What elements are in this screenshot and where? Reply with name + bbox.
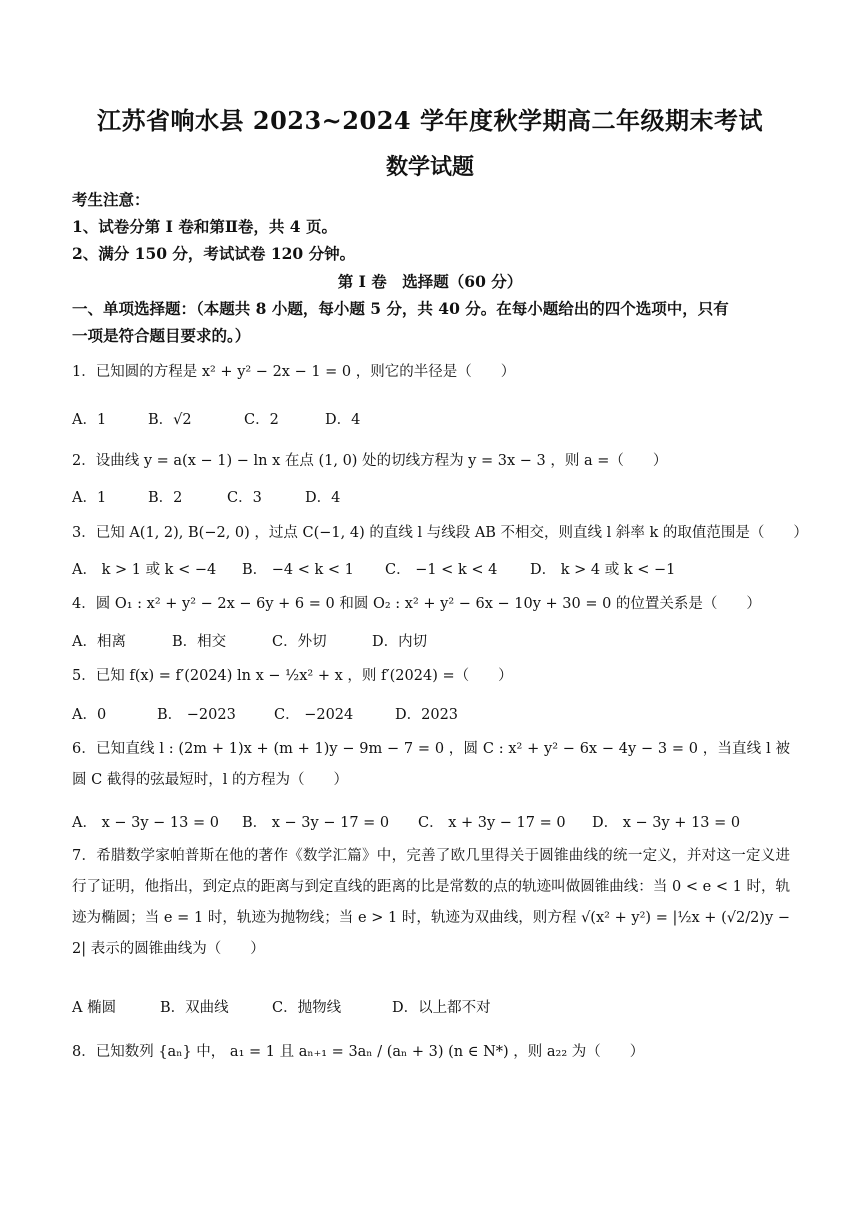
option-b: B．√2 [148, 412, 192, 428]
notice-item: 2、满分 150 分，考试试卷 120 分钟。 [72, 244, 356, 263]
option-b: B．双曲线 [160, 1000, 229, 1016]
option-c: C．3 [227, 490, 262, 506]
option-d: D． k > 4 或 k < −1 [530, 562, 676, 578]
option-a: A．0 [72, 707, 107, 723]
option-d: D．4 [305, 490, 341, 506]
option-c: C．2 [244, 412, 279, 428]
question-7-stem: 7．希腊数学家帕普斯在他的著作《数学汇篇》中，完善了欧几里得关于圆锥曲线的统一定义，并对这一定义进行了证明，他指出，到定点的距离与到定直线的距离的比是常数的点的轨迹叫做圆锥曲线：当 0 < e < 1 时，轨迹为椭圆；当 e = 1 时，轨迹为抛物线；当 e > 1 时，轨迹为双曲线，则方程 √(x² + y²) = |½x + (√2/2)y − 2| 表示的圆锥曲线为（ ） [72, 848, 790, 957]
option-d: D．以上都不对 [392, 1000, 491, 1016]
notice-item: 1、试卷分第 I 卷和第Ⅱ卷，共 4 页。 [72, 217, 337, 236]
option-c: C．抛物线 [272, 1000, 342, 1016]
option-b: B．相交 [172, 634, 227, 650]
section-instructions: 一、单项选择题：（本题共 8 小题，每小题 5 分，共 40 分。在每小题给出的四个选项中，只有 [72, 299, 729, 318]
question-2-stem: 2．设曲线 y = a(x − 1) − ln x 在点 (1, 0) 处的切线方程为 y = 3x − 3 ，则 a =（ ） [72, 453, 668, 469]
option-c: C． −1 < k < 4 [385, 562, 498, 578]
option-b: B． x − 3y − 17 = 0 [242, 815, 390, 831]
question-5-stem: 5．已知 f(x) = f′(2024) ln x − ½x² + x ，则 f′(2024) =（ ） [72, 668, 513, 684]
option-b: B． −2023 [157, 707, 236, 723]
option-c: C．外切 [272, 634, 327, 650]
option-a: A． k > 1 或 k < −4 [72, 562, 217, 578]
question-1-stem: 1．已知圆的方程是 x² + y² − 2x − 1 = 0 ，则它的半径是（ ） [72, 364, 516, 380]
question-6-stem: 6．已知直线 l : (2m + 1)x + (m + 1)y − 9m − 7 = 0 ，圆 C : x² + y² − 6x − 4y − 3 = 0 ，当直线 l 被圆 C 截得的弦最短时，l 的方程为（ ） [72, 741, 790, 788]
option-d: D．4 [325, 412, 361, 428]
option-d: D．2023 [395, 707, 459, 723]
option-b: B．2 [148, 490, 183, 506]
exam-title: 江苏省响水县 2023~2024 学年度秋学期高二年级期末考试 [97, 106, 763, 135]
option-a: A．1 [72, 490, 107, 506]
option-c: C． x + 3y − 17 = 0 [418, 815, 566, 831]
exam-subtitle: 数学试题 [385, 154, 474, 180]
option-a: A 椭圆 [72, 1000, 117, 1016]
question-4-stem: 4．圆 O₁ : x² + y² − 2x − 6y + 6 = 0 和圆 O₂ : x² + y² − 6x − 10y + 30 = 0 的位置关系是（ ） [72, 596, 761, 612]
option-a: A．相离 [72, 634, 126, 650]
question-3-stem: 3．已知 A(1, 2), B(−2, 0) ，过点 C(−1, 4) 的直线 l 与线段 AB 不相交，则直线 l 斜率 k 的取值范围是（ ） [72, 525, 808, 541]
option-a: A．1 [72, 412, 107, 428]
option-c: C． −2024 [274, 707, 354, 723]
notice-heading: 考生注意： [72, 190, 150, 209]
question-8-stem: 8．已知数列 {aₙ} 中， a₁ = 1 且 aₙ₊₁ = 3aₙ / (aₙ + 3) (n ∈ N*) ，则 a₂₂ 为（ ） [72, 1044, 645, 1060]
option-b: B． −4 < k < 1 [242, 562, 354, 578]
section-instructions-cont: 一项是符合题目要求的。） [72, 326, 251, 345]
part-title: 第 I 卷 选择题（60 分） [337, 272, 523, 291]
option-d: D． x − 3y + 13 = 0 [592, 815, 741, 831]
option-a: A． x − 3y − 13 = 0 [72, 815, 219, 831]
option-d: D．内切 [372, 634, 428, 650]
